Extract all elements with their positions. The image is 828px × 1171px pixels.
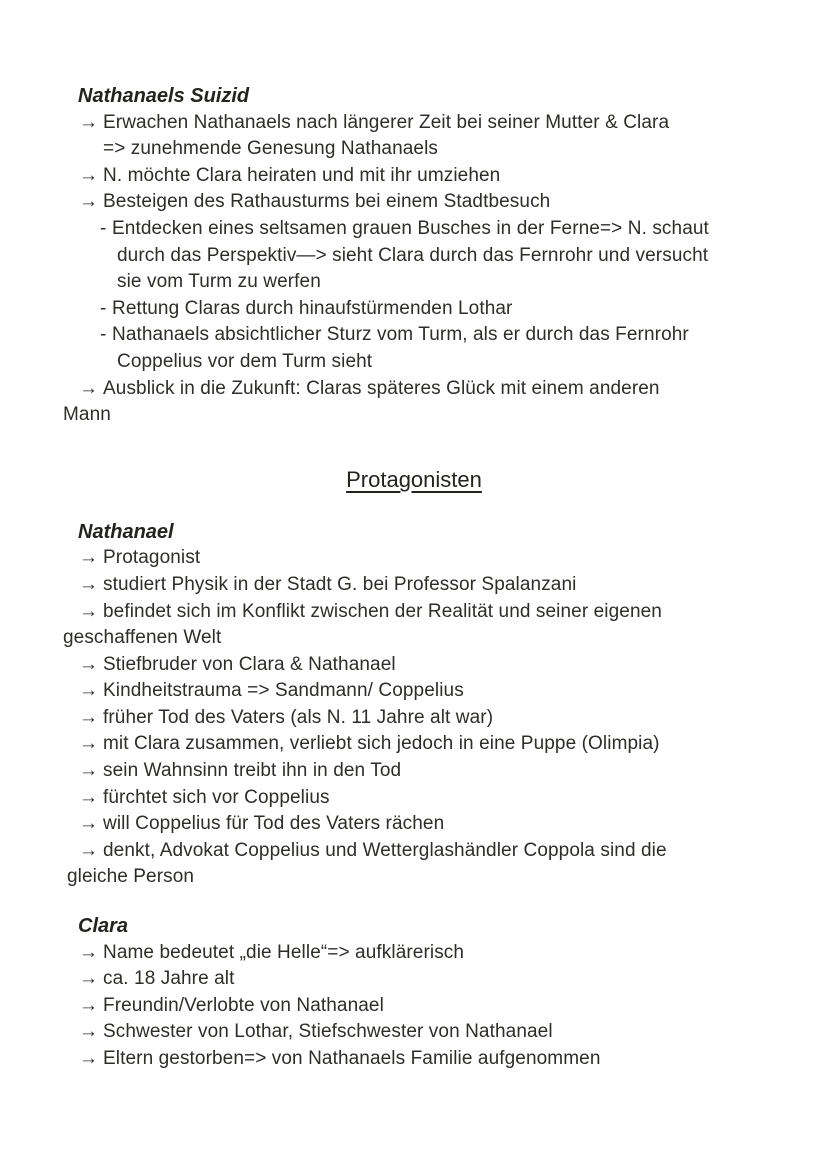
note-line-text: Freundin/Verlobte von Nathanael	[103, 994, 384, 1016]
arrow-marker: →	[79, 941, 99, 963]
note-line	[0, 189, 828, 216]
arrow-marker: →	[79, 573, 99, 595]
arrow-marker: →	[79, 813, 99, 835]
dash-marker: -	[100, 324, 107, 346]
section-nathanaels-suizid	[0, 83, 828, 429]
note-line	[0, 136, 828, 163]
note-line	[0, 269, 828, 296]
center-title-protagonisten	[0, 466, 828, 494]
note-line-text: N. möchte Clara heiraten und mit ihr umziehen	[103, 164, 501, 186]
center-title-text: Protagonisten	[346, 466, 482, 492]
note-line-text: Rettung Claras durch hinaufstürmenden Lothar	[112, 297, 513, 319]
arrow-marker: →	[79, 968, 99, 990]
note-line-text: geschaffenen Welt	[63, 627, 222, 649]
note-line	[0, 163, 828, 190]
note-line-text: Mann	[63, 404, 111, 426]
note-line	[0, 966, 828, 993]
arrow-marker: →	[79, 191, 99, 213]
note-line-text: Kindheitstrauma => Sandmann/ Coppelius	[103, 680, 464, 702]
arrow-marker: →	[79, 1021, 99, 1043]
note-line	[0, 599, 828, 626]
note-line-text: früher Tod des Vaters (als N. 11 Jahre alt war)	[103, 706, 494, 728]
note-line-text: Schwester von Lothar, Stiefschwester von Nathanael	[103, 1021, 553, 1043]
note-line-text: denkt, Advokat Coppelius und Wetterglashändler Coppola sind die	[103, 839, 667, 861]
arrow-marker: →	[79, 1048, 99, 1069]
note-line	[0, 864, 828, 891]
note-line	[0, 785, 828, 812]
note-line	[0, 1046, 828, 1073]
arrow-marker: →	[79, 760, 99, 782]
note-line	[0, 652, 828, 679]
arrow-marker: →	[79, 653, 99, 675]
note-line-text: Erwachen Nathanaels nach längerer Zeit bei seiner Mutter & Clara	[103, 111, 670, 133]
note-line	[0, 572, 828, 599]
note-line-text: Stiefbruder von Clara & Nathanael	[103, 653, 396, 675]
arrow-marker: →	[79, 994, 99, 1016]
note-line	[0, 811, 828, 838]
arrow-marker: →	[79, 600, 99, 622]
note-line	[0, 216, 828, 243]
arrow-marker: →	[79, 164, 99, 186]
note-line	[0, 376, 828, 403]
note-line-text: Besteigen des Rathausturms bei einem Stadtbesuch	[103, 191, 551, 213]
note-line-text: Protagonist	[103, 547, 201, 569]
note-line	[0, 243, 828, 270]
note-line	[0, 545, 828, 572]
note-line-text: Coppelius vor dem Turm sieht	[117, 350, 373, 372]
section-clara	[0, 913, 828, 1073]
note-line-text: fürchtet sich vor Coppelius	[103, 786, 330, 808]
note-line	[0, 731, 828, 758]
dash-marker: -	[100, 297, 107, 319]
arrow-marker: →	[79, 680, 99, 702]
note-line	[0, 296, 828, 323]
note-line-text: sein Wahnsinn treibt ihn in den Tod	[103, 760, 402, 782]
section-heading-nathanael: Nathanael	[78, 520, 174, 543]
arrow-marker: →	[79, 547, 99, 569]
note-line	[0, 940, 828, 967]
note-line-text: befindet sich im Konflikt zwischen der Realität und seiner eigenen	[103, 600, 662, 622]
arrow-marker: →	[79, 733, 99, 755]
note-line	[0, 322, 828, 349]
dash-marker: -	[100, 217, 107, 239]
note-line	[0, 705, 828, 732]
note-line	[0, 758, 828, 785]
note-line	[0, 402, 828, 429]
arrow-marker: →	[79, 786, 99, 808]
note-line-text: Nathanaels absichtlicher Sturz vom Turm, als er durch das Fernrohr	[112, 324, 689, 346]
section-heading-clara: Clara	[78, 915, 129, 938]
note-line-text: gleiche Person	[67, 866, 195, 888]
note-line	[0, 838, 828, 865]
note-line-text: Name bedeutet „die Helle“=> aufklärerisch	[103, 941, 465, 963]
note-line	[0, 110, 828, 137]
note-line-text: durch das Perspektiv—> sieht Clara durch das Fernrohr und versucht	[117, 244, 709, 266]
note-line-text: studiert Physik in der Stadt G. bei Professor Spalanzani	[103, 573, 577, 595]
note-line	[0, 993, 828, 1020]
note-line-text: will Coppelius für Tod des Vaters rächen	[103, 813, 445, 835]
note-line-text: Entdecken eines seltsamen grauen Busches in der Ferne=> N. schaut	[112, 217, 709, 239]
note-line-text: Eltern gestorben=> von Nathanaels Familie aufgenommen	[103, 1048, 601, 1069]
note-line-text: sie vom Turm zu werfen	[117, 271, 321, 293]
arrow-marker: →	[79, 706, 99, 728]
note-line-text: mit Clara zusammen, verliebt sich jedoch in eine Puppe (Olimpia)	[103, 733, 660, 755]
section-heading-nathanaels-suizid: Nathanaels Suizid	[78, 85, 250, 107]
note-line	[0, 349, 828, 376]
note-line	[0, 1019, 828, 1046]
section-nathanael	[0, 519, 828, 891]
note-line	[0, 678, 828, 705]
note-line	[0, 625, 828, 652]
arrow-marker: →	[79, 839, 99, 861]
arrow-marker: →	[79, 111, 99, 133]
note-line-text: => zunehmende Genesung Nathanaels	[103, 138, 438, 160]
note-line-text: Ausblick in die Zukunft: Claras späteres Glück mit einem anderen	[103, 377, 660, 399]
note-line-text: ca. 18 Jahre alt	[103, 968, 235, 990]
arrow-marker: →	[79, 377, 99, 399]
